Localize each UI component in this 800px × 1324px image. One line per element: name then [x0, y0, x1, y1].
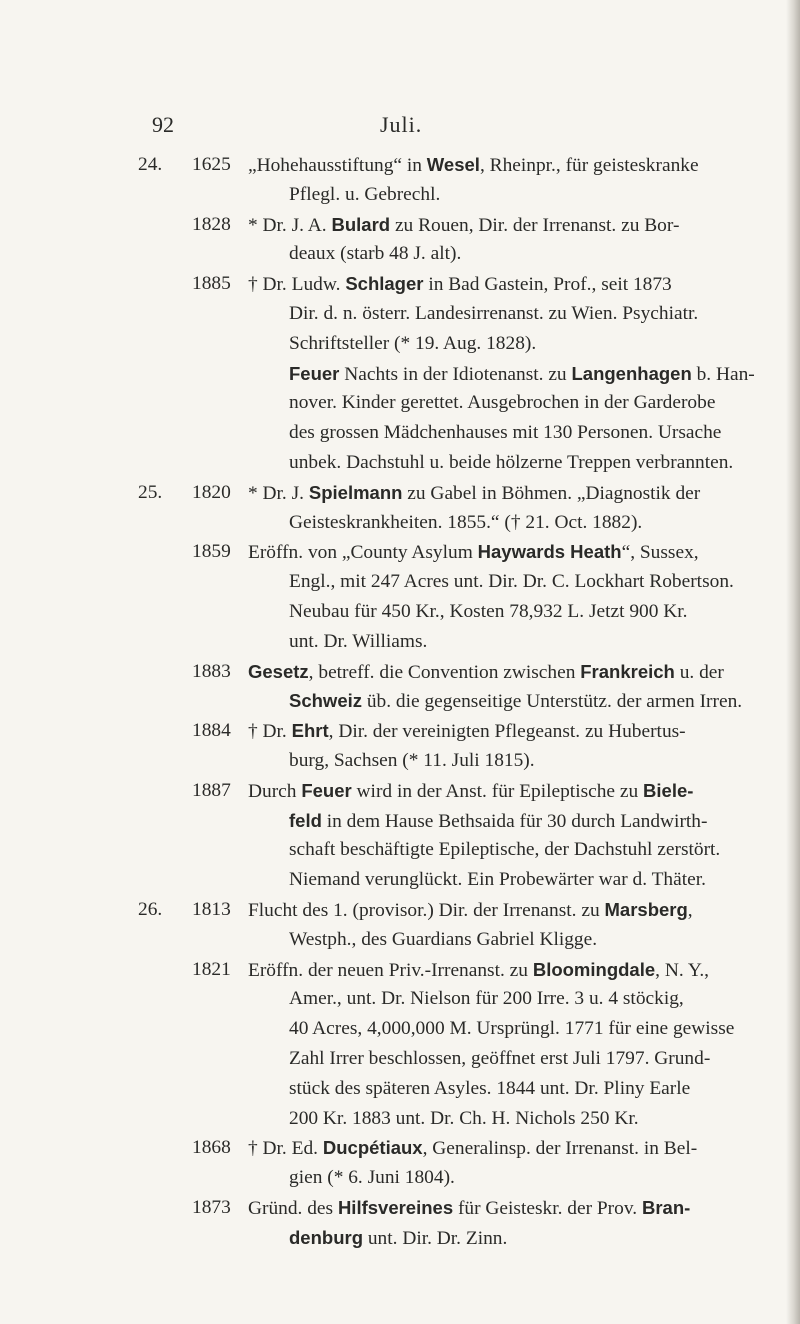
- bold-keyword: Frankreich: [580, 660, 675, 682]
- text-run: burg, Sachsen (* 11. Juli 1815).: [289, 749, 535, 771]
- page-header: [0, 112, 800, 138]
- entry-text: [289, 1074, 690, 1104]
- text-run: * Dr. J.: [248, 482, 309, 504]
- entry-line: [0, 746, 800, 776]
- entry-text: [289, 329, 536, 359]
- text-run: Westph., des Guardians Gabriel Kligge.: [289, 928, 598, 950]
- entry-year: 1813: [192, 898, 231, 920]
- entry-line: [0, 508, 800, 538]
- bold-keyword: Bulard: [331, 213, 391, 235]
- entry-line: [0, 627, 800, 657]
- entry-text: [289, 388, 715, 418]
- entry-text: [289, 984, 684, 1014]
- text-run: Pflegl. u. Gebrechl.: [289, 183, 441, 205]
- entry-year: 1885: [192, 273, 231, 295]
- entry-line: [0, 716, 800, 746]
- entry-text: [248, 478, 700, 509]
- text-run: Schriftsteller (* 19. Aug. 1828).: [289, 332, 537, 354]
- entry-year: 1828: [192, 213, 231, 235]
- entry-line: [0, 776, 800, 806]
- entry-text: [289, 180, 440, 210]
- text-run: wird in der Anst. für Epileptische zu: [351, 780, 644, 802]
- text-run: * Dr. J. A.: [248, 214, 332, 236]
- entry-year: 1883: [192, 660, 231, 682]
- entry-line: [0, 686, 800, 716]
- entry-line: [0, 299, 800, 329]
- entry-line: [0, 806, 800, 836]
- entry-year: 1859: [192, 541, 231, 563]
- bold-keyword: Spielmann: [308, 481, 403, 503]
- entry-text: [248, 269, 672, 300]
- bold-keyword: Langenhagen: [571, 362, 692, 384]
- entry-text: [289, 1163, 455, 1193]
- bold-keyword: Biele-: [643, 779, 694, 801]
- entry-line: [0, 984, 800, 1014]
- text-run: Niemand verunglückt. Ein Probewärter war d. Thäter.: [289, 869, 706, 891]
- text-run: stück des späteren Asyles. 1844 unt. Dr. Pliny Earle: [289, 1077, 691, 1099]
- entry-text: [248, 657, 724, 688]
- entry-text: [289, 418, 721, 448]
- entry-day: 25.: [138, 481, 163, 503]
- text-run: ,: [687, 899, 693, 921]
- text-run: , Generalinsp. der Irrenanst. in Bel-: [422, 1138, 698, 1160]
- bold-keyword: Feuer: [289, 362, 340, 384]
- bold-keyword: Bloomingdale: [532, 958, 656, 980]
- entry-line: [0, 329, 800, 359]
- entry-text: [289, 567, 734, 597]
- text-run: Durch: [248, 780, 302, 802]
- text-run: 200 Kr. 1883 unt. Dr. Ch. H. Nichols 250 Kr.: [289, 1107, 639, 1129]
- entry-year: 1820: [192, 481, 231, 503]
- entry-text: [289, 686, 742, 717]
- entry-line: [0, 180, 800, 210]
- text-run: nover. Kinder gerettet. Ausgebrochen in der Garderobe: [289, 392, 716, 414]
- entry-line: [0, 418, 800, 448]
- entry-text: [289, 746, 535, 776]
- text-run: , Dir. der vereinigten Pflegeanst. zu Hubertus-: [328, 721, 686, 743]
- bold-keyword: Hilfsvereines: [337, 1196, 454, 1218]
- text-run: unt. Dr. Williams.: [289, 630, 428, 652]
- entry-text: [289, 925, 597, 955]
- entry-line: [0, 359, 800, 389]
- text-run: „Hohehausstiftung“ in: [248, 155, 427, 176]
- bold-keyword: Ehrt: [291, 720, 329, 742]
- bold-keyword: feld: [289, 809, 322, 831]
- entry-text: [248, 1193, 690, 1224]
- text-run: Nachts in der Idiotenanst. zu: [339, 363, 572, 385]
- entry-text: [289, 865, 706, 895]
- entry-line: [0, 1074, 800, 1104]
- entry-year: 1887: [192, 779, 231, 801]
- text-run: † Dr. Ed.: [248, 1138, 323, 1160]
- entry-text: [289, 835, 720, 865]
- bold-keyword: Gesetz: [248, 660, 309, 682]
- entry-text: [289, 1104, 639, 1134]
- entry-line: [0, 567, 800, 597]
- entry-line: [0, 537, 800, 567]
- entry-text: [289, 448, 733, 478]
- entry-text: [248, 955, 709, 986]
- text-run: Gründ. des: [248, 1197, 338, 1219]
- entry-text: [289, 627, 427, 657]
- entry-day: 26.: [138, 898, 163, 920]
- text-run: deaux (starb 48 J. alt).: [289, 243, 462, 265]
- entry-text: [248, 776, 693, 807]
- text-run: in dem Hause Bethsaida für 30 durch Landwirth-: [321, 810, 708, 832]
- entry-year: 1884: [192, 720, 231, 742]
- text-run: , N. Y.,: [655, 959, 710, 981]
- entry-year: 1868: [192, 1137, 231, 1159]
- text-run: Amer., unt. Dr. Nielson für 200 Irre. 3 u. 4 stöckig,: [289, 988, 684, 1010]
- bold-keyword: Haywards Heath: [477, 541, 622, 563]
- entry-line: [0, 597, 800, 627]
- entry-text: [248, 716, 686, 747]
- running-head-month: Juli.: [380, 112, 423, 137]
- entry-text: [289, 1014, 734, 1044]
- entry-line: [0, 835, 800, 865]
- entry-line: [0, 1104, 800, 1134]
- text-run: Eröffn. der neuen Priv.-Irrenanst. zu: [248, 959, 533, 981]
- text-run: zu Rouen, Dir. der Irrenanst. zu Bor-: [390, 214, 680, 236]
- text-run: Geisteskrankheiten. 1855.“ († 21. Oct. 1882).: [289, 511, 643, 533]
- entry-line: [0, 1193, 800, 1223]
- entry-line: [0, 388, 800, 418]
- entry-text: [248, 895, 693, 926]
- bold-keyword: Wesel: [426, 154, 480, 175]
- text-run: Eröffn. von „County Asylum: [248, 542, 478, 564]
- bold-keyword: denburg: [289, 1226, 363, 1248]
- entry-text: [248, 1133, 697, 1164]
- entry-line: [0, 895, 800, 925]
- entry-line: [0, 657, 800, 687]
- bold-keyword: Schlager: [345, 273, 424, 295]
- bold-keyword: Ducpétiaux: [322, 1137, 423, 1159]
- entries-list: [0, 150, 800, 1252]
- bold-keyword: Feuer: [301, 779, 352, 801]
- text-run: des grossen Mädchenhauses mit 130 Personen. Ursache: [289, 422, 722, 444]
- entry-line: [0, 478, 800, 508]
- entry-line: [0, 1044, 800, 1074]
- entry-line: [0, 448, 800, 478]
- text-run: üb. die gegenseitige Unterstütz. der armen Irren.: [362, 691, 743, 713]
- entry-line: [0, 1014, 800, 1044]
- bold-keyword: Marsberg: [604, 898, 688, 920]
- entry-text: [248, 150, 699, 181]
- text-run: Engl., mit 247 Acres unt. Dir. Dr. C. Lockhart Robertson.: [289, 571, 734, 593]
- entry-line: [0, 1163, 800, 1193]
- bold-keyword: Schweiz: [289, 690, 362, 712]
- entry-text: [289, 806, 707, 837]
- text-run: Neubau für 450 Kr., Kosten 78,932 L. Jetzt 900 Kr.: [289, 600, 688, 622]
- entry-text: [289, 359, 755, 390]
- text-run: zu Gabel in Böhmen. „Diagnostik der: [402, 482, 701, 504]
- text-run: gien (* 6. Juni 1804).: [289, 1167, 455, 1189]
- entry-text: [289, 299, 698, 329]
- entry-text: [289, 239, 461, 269]
- entry-year: 1625: [192, 154, 231, 175]
- entry-year: 1873: [192, 1196, 231, 1218]
- entry-text: [248, 537, 699, 568]
- text-run: Dir. d. n. österr. Landesirrenanst. zu Wien. Psychiatr.: [289, 302, 699, 324]
- entry-line: [0, 925, 800, 955]
- text-run: unt. Dir. Dr. Zinn.: [363, 1227, 508, 1249]
- entry-text: [289, 1044, 710, 1074]
- entry-line: [0, 865, 800, 895]
- text-run: unbek. Dachstuhl u. beide hölzerne Treppen verbrannten.: [289, 451, 734, 473]
- text-run: † Dr.: [248, 721, 292, 743]
- text-run: 40 Acres, 4,000,000 M. Ursprüngl. 1771 für eine gewisse: [289, 1018, 735, 1040]
- page-number: 92: [152, 112, 174, 137]
- entry-line: [0, 150, 800, 180]
- entry-line: [0, 1133, 800, 1163]
- entry-line: [0, 239, 800, 269]
- text-run: u. der: [674, 661, 724, 683]
- text-run: für Geisteskr. der Prov.: [453, 1197, 642, 1219]
- entry-text: [248, 210, 679, 241]
- text-run: schaft beschäftigte Epileptische, der Dachstuhl zerstört.: [289, 839, 721, 861]
- text-run: Zahl Irrer beschlossen, geöffnet erst Juli 1797. Grund-: [289, 1047, 711, 1069]
- text-run: b. Han-: [691, 363, 755, 385]
- text-run: † Dr. Ludw.: [248, 274, 346, 296]
- entry-day: 24.: [138, 154, 163, 175]
- entry-line: [0, 1223, 800, 1253]
- entry-text: [289, 508, 642, 538]
- entry-line: [0, 269, 800, 299]
- text-run: , Rheinpr., für geisteskranke: [479, 155, 699, 176]
- text-run: “, Sussex,: [621, 542, 699, 564]
- text-run: Flucht des 1. (provisor.) Dir. der Irrenanst. zu: [248, 899, 605, 921]
- bold-keyword: Bran-: [641, 1196, 691, 1218]
- entry-line: [0, 210, 800, 240]
- text-run: in Bad Gastein, Prof., seit 1873: [423, 274, 672, 296]
- entry-text: [289, 1223, 507, 1254]
- entry-line: [0, 955, 800, 985]
- entry-text: [289, 597, 688, 627]
- text-run: , betreff. die Convention zwischen: [308, 661, 581, 683]
- entry-year: 1821: [192, 958, 231, 980]
